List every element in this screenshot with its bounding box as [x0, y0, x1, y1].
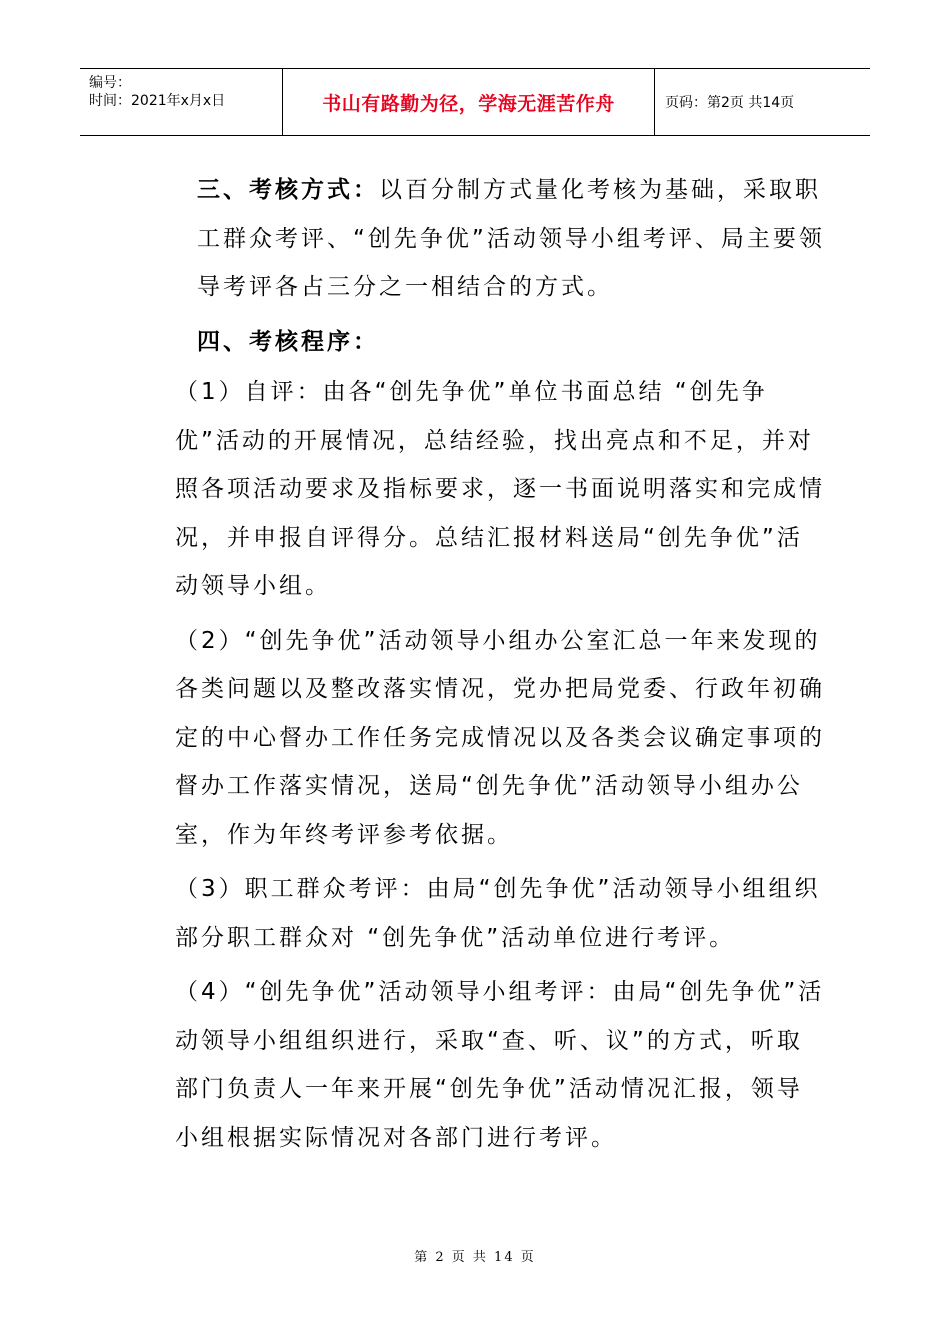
- procedure-item-3: （3）职工群众考评：由局“创先争优”活动领导小组组织部分职工群众对 “创先争优”活动单位进行考评。: [175, 876, 821, 951]
- procedure-item-4: （4）“创先争优”活动领导小组考评：由局“创先争优”活动领导小组组织进行，采取“查、听、议”的方式，听取部门负责人一年来开展“创先争优”活动情况汇报，领导小组根据实际情况对各部门进行考评。: [175, 979, 825, 1151]
- section-3-paragraph: [145, 166, 825, 312]
- header-page-code-text: 页码：第2页 共14页: [665, 95, 795, 111]
- section-4-paragraph: [145, 318, 825, 367]
- document-number-label: 编号：: [89, 75, 131, 91]
- section-3-heading: 三、考核方式：: [197, 177, 379, 203]
- header-page-code: [655, 69, 870, 135]
- procedure-item-1: （1）自评：由各“创先争优”单位书面总结 “创先争优”活动的开展情况，总结经验，找出亮点和不足，并对照各项活动要求及指标要求，逐一书面说明落实和完成情况，并申报自评得分。总结汇报材料送局“创先争优”活动领导小组。: [175, 379, 825, 599]
- page-footer: 第 2 页 共 14 页: [414, 1250, 536, 1265]
- section-4-heading: 四、考核程序：: [197, 328, 379, 355]
- header-motto: 书山有路勤为径，学海无涯苦作舟: [322, 92, 615, 115]
- header-meta: [80, 69, 282, 135]
- section-3-text: 以百分制方式量化考核为基础，采取职工群众考评、“创先争优”活动领导小组考评、局主要领导考评各占三分之一相结合的方式。: [197, 177, 825, 300]
- document-time-label: 时间：2021年x月x日: [89, 93, 226, 109]
- header-motto-cell: [282, 69, 655, 135]
- document-body: [145, 166, 825, 1162]
- page-header: [80, 68, 870, 136]
- procedure-item-2: （2）“创先争优”活动领导小组办公室汇总一年来发现的各类问题以及整改落实情况，党办把局党委、行政年初确定的中心督办工作任务完成情况以及各类会议确定事项的督办工作落实情况，送局“创先争优”活动领导小组办公室，作为年终考评参考依据。: [175, 627, 825, 848]
